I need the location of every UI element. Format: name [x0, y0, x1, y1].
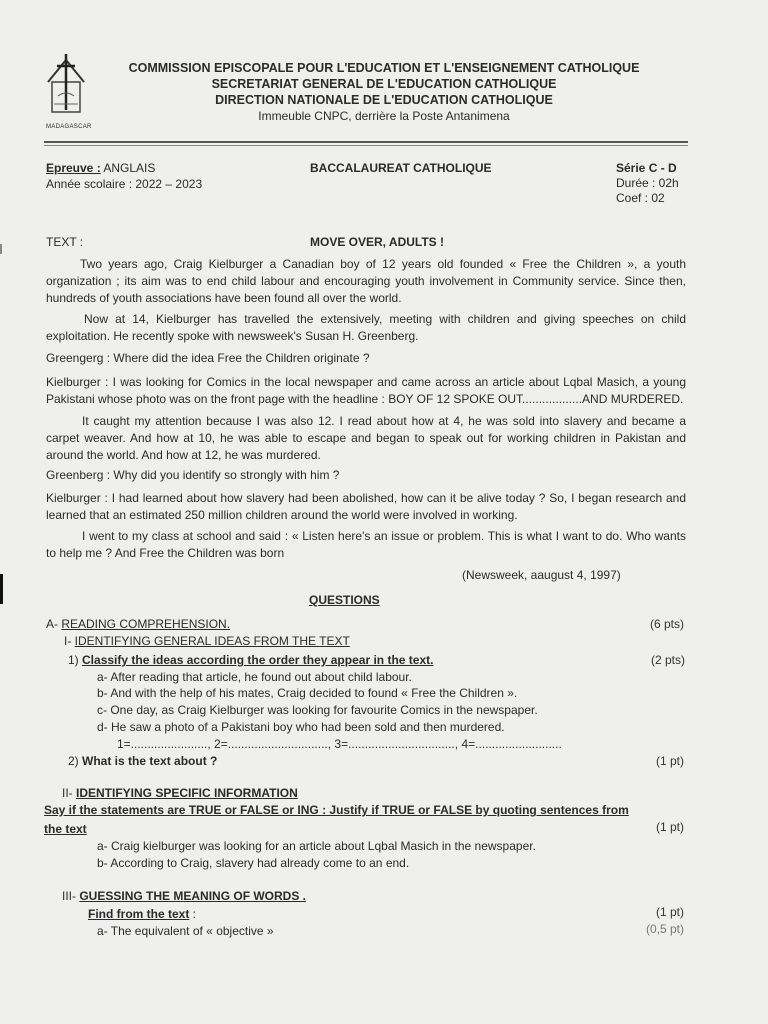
- section-ii: [62, 786, 298, 800]
- q1-item-b: b- And with the help of his mates, Craig decided to found « Free the Children ».: [97, 686, 518, 700]
- paragraph-2: Now at 14, Kielburger has travelled the extensively, meeting with children and giving speeches on child exploitation. He recently spoke with newsweek's Susan H. Greenberg.: [46, 312, 686, 343]
- section-a-points: (6 pts): [650, 617, 685, 631]
- paragraph-3: Greengerg : Where did the idea Free the Children originate ?: [46, 351, 370, 365]
- section-ii-title: IDENTIFYING SPECIFIC INFORMATION: [76, 786, 298, 800]
- paragraph-4: Kielburger : I was looking for Comics in the local newspaper and came across an article about Lqbal Masich, a young Pakistani whose photo was on the front page with the headline : BOY OF 12 SPOKE OUT..................AND MURDERED.: [46, 375, 686, 406]
- coef: Coef : 02: [616, 191, 665, 205]
- q1-item-a: a- After reading that article, he found out about child labour.: [97, 670, 412, 684]
- iii-item-a: a- The equivalent of « objective »: [97, 924, 274, 938]
- header-rule-thin: [44, 145, 688, 146]
- header-line-2: SECRETARIAT GENERAL DE L'EDUCATION CATHOLIQUE: [211, 77, 557, 91]
- section-ii-points: (1 pt): [656, 820, 685, 834]
- question-1: [68, 653, 433, 667]
- paragraph-5: It caught my attention because I was also 12. I read about how at 4, he was sold into slavery and became a carpet weaver. And how at 10, he was able to escape and began to speak out for working children in Pakistan and around the world. And how at 12, he was murdered.: [46, 414, 686, 462]
- section-iii-title: GUESSING THE MEANING OF WORDS .: [79, 889, 307, 903]
- header-rule: [44, 141, 688, 143]
- ii-item-b: b- According to Craig, slavery had already come to an end.: [97, 856, 410, 870]
- epreuve-value: ANGLAIS: [100, 161, 156, 175]
- section-a-prefix: A-: [46, 617, 62, 631]
- section-ii-instruction-1: Say if the statements are TRUE or FALSE or ING : Justify if TRUE or FALSE by quoting sentences from: [44, 803, 629, 817]
- header-line-4: Immeuble CNPC, derrière la Poste Antanimena: [258, 109, 510, 123]
- section-i-prefix: I-: [64, 634, 75, 648]
- epreuve-line: [46, 161, 155, 175]
- section-ii-instruction-2: the text: [44, 822, 87, 836]
- q1-answer-blanks: 1=......................., 2=.............................., 3=................................, 4=..........................: [117, 737, 562, 751]
- duree: Durée : 02h: [616, 176, 679, 190]
- section-iii-subtitle: [88, 907, 196, 921]
- section-iii-sub-colon: :: [189, 907, 197, 921]
- q1-item-d: d- He saw a photo of a Pakistani boy who had been sold and then murdered.: [97, 720, 505, 734]
- section-a-title: READING COMPREHENSION.: [61, 617, 231, 631]
- section-a: [46, 617, 230, 631]
- header-line-3: DIRECTION NATIONALE DE L'EDUCATION CATHOLIQUE: [215, 93, 553, 107]
- section-iii-sub-text: Find from the text: [88, 907, 190, 921]
- questions-title: QUESTIONS: [309, 593, 380, 607]
- section-iii-points: (1 pt): [656, 905, 685, 919]
- paragraph-8: I went to my class at school and said : « Listen here's an issue or problem. This is what I want to do. Who wants to help me ? And Free the Children was born: [46, 529, 686, 560]
- paragraph-6: Greenberg : Why did you identify so strongly with him ?: [46, 468, 340, 482]
- paragraph-1: Two years ago, Craig Kielburger a Canadian boy of 12 years old founded « Free the Children », a youth organization ; its aim was to end child labour and encouraging youth involvement in Community service. Since then, hundreds of youth associations have been found all over the world.: [46, 257, 686, 305]
- text-source: (Newsweek, aaugust 4, 1997): [462, 568, 621, 582]
- question-2-points: (1 pt): [656, 754, 685, 768]
- section-iii: [62, 889, 306, 903]
- text-label: TEXT :: [46, 235, 84, 249]
- scan-edge-mark-small: [0, 244, 2, 254]
- question-2-text: What is the text about ?: [82, 754, 218, 768]
- question-1-text: Classify the ideas according the order they appear in the text.: [82, 653, 434, 667]
- q1-item-c: c- One day, as Craig Kielburger was looking for favourite Comics in the newspaper.: [97, 703, 538, 717]
- question-2-number: 2): [68, 754, 83, 768]
- question-1-number: 1): [68, 653, 83, 667]
- epreuve-label: Epreuve :: [46, 161, 101, 175]
- section-iii-prefix: III-: [62, 889, 80, 903]
- text-title: MOVE OVER, ADULTS !: [310, 235, 445, 249]
- exam-title: BACCALAUREAT CATHOLIQUE: [310, 161, 492, 175]
- ii-item-a: a- Craig kielburger was looking for an article about Lqbal Masich in the newspaper.: [97, 839, 536, 853]
- question-1-points: (2 pts): [651, 653, 686, 667]
- scan-edge-mark: [0, 574, 3, 604]
- section-i: [64, 634, 350, 648]
- section-ii-prefix: II-: [62, 786, 76, 800]
- serie: Série C - D: [616, 161, 677, 175]
- annee-scolaire: Année scolaire : 2022 – 2023: [46, 177, 203, 191]
- question-2: [68, 754, 217, 768]
- paragraph-7: Kielburger : I had learned about how slavery had been abolished, how can it be alive today ? So, I began research and learned that an estimated 250 million children around the world were involved in working.: [46, 491, 686, 522]
- logo-caption: MADAGASCAR: [46, 124, 92, 130]
- section-i-title: IDENTIFYING GENERAL IDEAS FROM THE TEXT: [74, 634, 350, 648]
- header-line-1: COMMISSION EPISCOPALE POUR L'EDUCATION ET L'ENSEIGNEMENT CATHOLIQUE: [128, 61, 640, 75]
- iii-item-a-points: (0,5 pt): [646, 922, 685, 936]
